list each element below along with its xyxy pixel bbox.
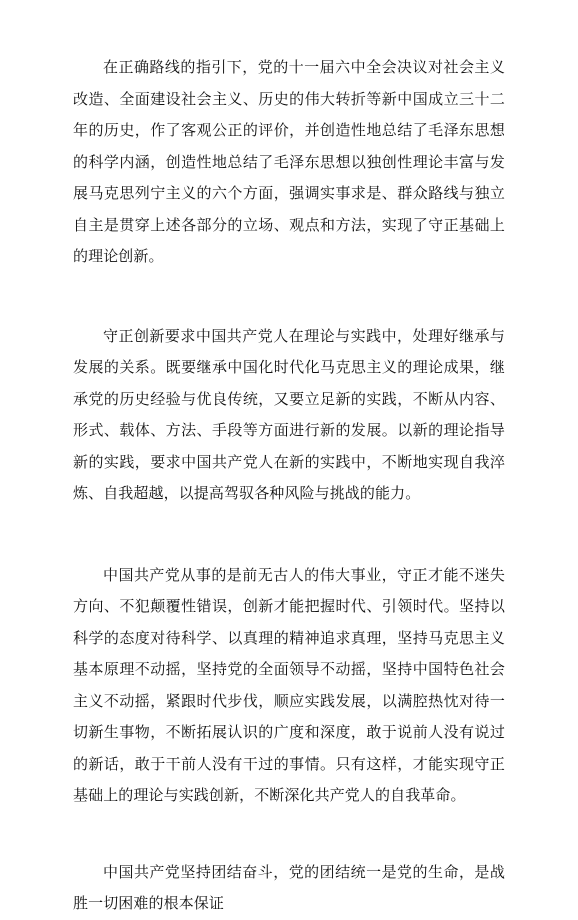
paragraph-3: 中国共产党从事的是前无古人的伟大事业，守正才能不迷失方向、不犯颠覆性错误，创新才能把握时代、引领时代。坚持以科学的态度对待科学、以真理的精神追求真理，坚持马克思主义基本原理不动摇，坚持党的全面领导不动摇，坚持中国特色社会主义不动摇，紧跟时代步伐，顺应实践发展，以满腔热忱对待一切新生事物，不断拓展认识的广度和深度，敢于说前人没有说过的新话，敢于干前人没有干过的事情。只有这样，才能实现守正基础上的理论与实践创新，不断深化共产党人的自我革命。 xyxy=(73,565,505,804)
paragraph-gap xyxy=(73,812,505,857)
document-body xyxy=(73,52,505,920)
paragraph-gap xyxy=(73,510,505,560)
paragraph-gap xyxy=(73,273,505,321)
paragraph-2: 守正创新要求中国共产党人在理论与实践中，处理好继承与发展的关系。既要继承中国化时代化马克思主义的理论成果，继承党的历史经验与优良传统，又要立足新的实践，不断从内容、形式、载体、方法、手段等方面进行新的发展。以新的理论指导新的实践，要求中国共产党人在新的实践中，不断地实现自我淬炼、自我超越，以提高驾驭各种风险与挑战的能力。 xyxy=(73,326,505,502)
paragraph-1: 在正确路线的指引下，党的十一届六中全会决议对社会主义改造、全面建设社会主义、历史的伟大转折等新中国成立三十二年的历史，作了客观公正的评价，并创造性地总结了毛泽东思想的科学内涵，创造性地总结了毛泽东思想以独创性理论丰富与发展马克思列宁主义的六个方面，强调实事求是、群众路线与独立自主是贯穿上述各部分的立场、观点和方法，实现了守正基础上的理论创新。 xyxy=(73,58,505,265)
paragraph-4: 中国共产党坚持团结奋斗，党的团结统一是党的生命，是战胜一切困难的根本保证 xyxy=(73,862,505,912)
